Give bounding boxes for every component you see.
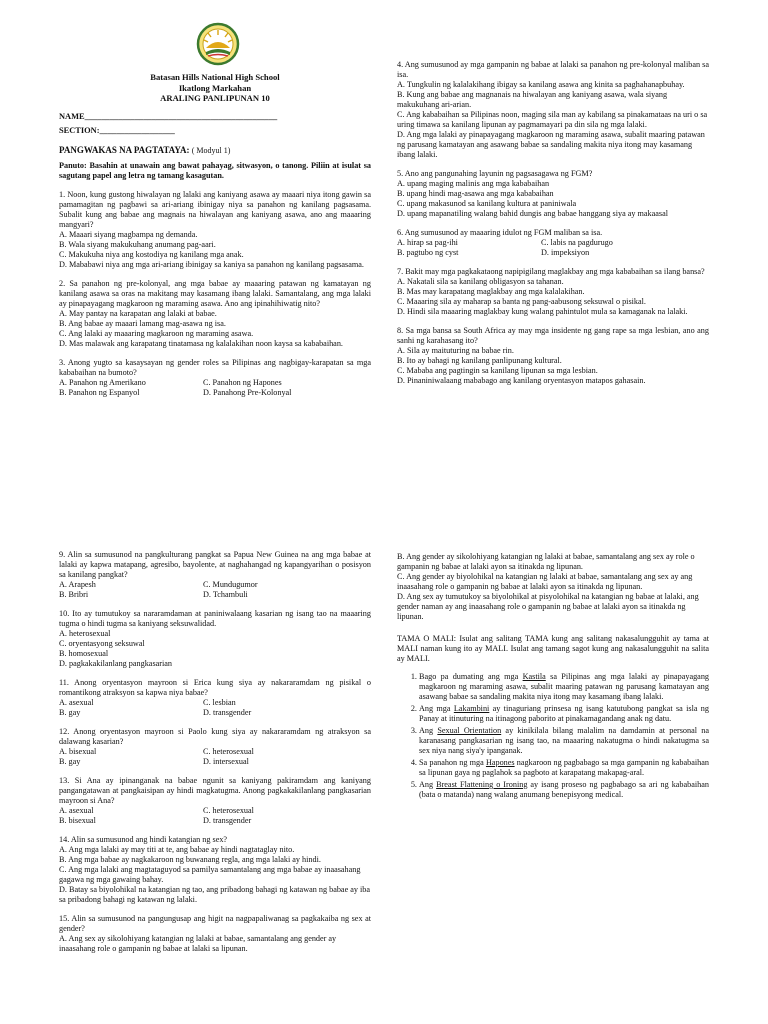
question-stem: 10. Ito ay tumutukoy sa nararamdaman at paniniwalaang kasarian ng isang tao na maaaring tugma o hindi tugma sa kaniyang seksuwalidad. <box>59 609 371 628</box>
answer-option[interactable]: B. homosexual <box>59 649 109 658</box>
question-item <box>59 358 371 398</box>
question-stem: 2. Sa panahon ng pre-kolonyal, ang mga babae ay maaaring patawan ng kamatayan ng kanilang asawa sa oras na makitang may kasamang ibang lalaki. Samantalang, ang mga lalaki ay pinapayagang magkaroon ng maraming asawa. Ano ang ipinahihiwatig nito? <box>59 278 371 308</box>
answer-option[interactable]: B. Ito ay bahagi ng kanilang panlipunang kultural. <box>397 356 562 365</box>
answer-option[interactable]: B. Ang babae ay maaari lamang mag-asawa ng isa. <box>59 318 226 328</box>
item-text-post: ay tinaguriang prinsesa ng isang katutubong pangkat sa isla ng Panay at itinuturing na itinagong paborito at pinakamagandang anak ng datu. <box>419 704 709 723</box>
question-stem: 8. Sa mga bansa sa South Africa ay may mga insidente ng gang rape sa mga lesbian, ano ang sanhi ng karahasang ito? <box>397 326 709 345</box>
question-item <box>397 326 709 386</box>
answer-option[interactable]: C. labis na pagdurugo <box>541 238 613 247</box>
answer-options <box>59 629 371 669</box>
question-stem: 7. Bakit may mga pagkakataong napipigilang maglakbay ang mga kababaihan sa ilang bansa? <box>397 267 705 276</box>
answer-option[interactable]: A. asexual <box>59 806 94 815</box>
question-stem: 14. Alin sa sumusunod ang hindi katangian ng sex? <box>59 835 228 844</box>
answer-options <box>59 378 371 398</box>
item-text-post: ay kinikilala bilang malalim na damdamin at personal na karanasang pangkasarian ng isang tao, na maaaring nakatugma o hindi nakatugma sa sex niya nang siya'y ipanganak. <box>419 726 710 755</box>
tama-mali-item <box>419 758 709 778</box>
item-text-pre: Bago pa dumating ang mga <box>419 672 523 681</box>
question-stem: 6. Ang sumusunod ay maaaring idulot ng FGM maliban sa isa. <box>397 228 603 237</box>
question-stem: 15. Alin sa sumusunod na pangungusap ang higit na nagpapaliwanag sa pagkakaiba ng sex at gender? <box>59 914 371 933</box>
answer-option[interactable]: B. bisexual <box>59 816 96 825</box>
name-field[interactable]: NAME______________________________________________ <box>59 112 278 122</box>
answer-options <box>59 747 371 767</box>
answer-option[interactable]: B. upang hindi mag-asawa ang mga kababaihan <box>397 189 554 198</box>
answer-option[interactable]: B. pagtubo ng cyst <box>397 248 459 257</box>
answer-option[interactable]: B. Ang mga babae ay nagkakaroon ng buwanang regla, ang mga lalaki ay hindi. <box>59 855 321 864</box>
question-list-1 <box>59 190 371 398</box>
answer-option[interactable]: A. Nakatali sila sa kanilang obligasyon sa tahanan. <box>397 277 564 286</box>
underlined-term: Hapones <box>485 758 515 767</box>
quarter-label: Ikatlong Markahan <box>178 82 252 93</box>
item-text-post: ay isang proseso ng pagbabago sa ari ng kababaihan (bata o matanda) nang walang anumang benepisyong medical. <box>419 780 709 799</box>
answer-option[interactable]: A. asexual <box>59 698 94 707</box>
answer-option[interactable]: A. hirap sa pag-ihi <box>397 238 458 247</box>
answer-options <box>59 230 371 270</box>
answer-options <box>59 934 371 954</box>
answer-option[interactable]: B. gay <box>59 708 81 717</box>
question-item <box>59 727 371 767</box>
tama-mali-item <box>419 726 709 756</box>
answer-option[interactable]: D. Ang mga lalaki ay pinapayagang magkaroon ng maraming asawa, subalit maaring patawan ng parusang kamatayan ang asawang babae sa sandaling makita niya itong may kasamang ibang lalaki. <box>397 130 705 159</box>
question-15-options-continued <box>397 552 709 622</box>
answer-option[interactable]: C. Ang mga lalaki ang magtataguyod sa pamilya samantalang ang mga babae ay inaasahang gagawa ng mga gawaing bahay. <box>59 865 361 884</box>
answer-option[interactable]: C. Ang kababaihan sa Pilipinas noon, maging sila man ay kabilang sa pinakamataas na uri o sa uring timawa sa kanilang lipunan ay pagmamayari pa din sila ng mga lalaki. <box>397 110 708 129</box>
answer-options <box>397 179 709 219</box>
tama-mali-item <box>419 780 709 800</box>
answer-options <box>397 277 709 317</box>
question-item <box>59 279 371 349</box>
answer-option[interactable]: A. Panahon ng Amerikano <box>59 377 146 387</box>
module-label: ( Modyul 1) <box>191 145 231 155</box>
question-item <box>59 550 371 600</box>
column-two <box>397 60 709 386</box>
column-four <box>397 552 709 800</box>
item-text-pre: Ang <box>419 780 437 789</box>
answer-option[interactable]: C. Maaaring sila ay maharap sa banta ng pang-aabusong seksuwal o pisikal. <box>397 297 646 306</box>
answer-option[interactable]: B. Bribri <box>59 590 89 599</box>
answer-option[interactable]: C. oryentasyong seksuwal <box>59 639 145 648</box>
answer-option[interactable]: A. heterosexual <box>59 629 111 638</box>
question-list-2 <box>397 60 709 386</box>
question-stem: 5. Ano ang pangunahing layunin ng pagsasagawa ng FGM? <box>397 169 593 178</box>
test-title: PANGWAKAS NA PAGTATAYA: ( Modyul 1) <box>59 144 231 155</box>
school-name: Batasan Hills National High School <box>150 72 280 82</box>
item-text-post: sa Pilipinas ang mga lalaki ay pinapayagang magkaroon ng maraming asawa, subalit maaring patawan ng parusang kamatayan ang asawang babae sa sandaling makita niya itong may kasamang ibang lalaki. <box>419 672 710 701</box>
answer-option[interactable]: D. upang mapanatiling walang bahid dungis ang babae hanggang siya ay makaasal <box>397 209 669 218</box>
answer-options <box>59 845 371 905</box>
question-item <box>59 835 371 905</box>
question-item <box>59 914 371 954</box>
answer-option[interactable]: B. Panahon ng Espanyol <box>59 387 140 397</box>
answer-option[interactable]: B. Mas may karapatang maglakbay ang mga kalalakihan. <box>397 287 585 296</box>
answer-option[interactable]: A. Tungkulin ng kalalakihang ibigay sa kanilang asawa ang kinita sa paghahanapbuhay. <box>397 80 685 89</box>
answer-option[interactable]: D. Mas malawak ang karapatang tinatamasa ng kalalakihan noon kaysa sa kababaihan. <box>59 338 343 348</box>
answer-option[interactable]: C. Mundugumor <box>203 580 258 589</box>
answer-option[interactable]: D. Panahong Pre-Kolonyal <box>203 387 292 397</box>
answer-option[interactable]: A. Maaari siyang magbampa ng demanda. <box>59 229 198 239</box>
answer-option[interactable]: C. Makukuha niya ang kostodiya ng kanilang mga anak. <box>59 249 244 259</box>
answer-option[interactable]: C. Ang gender ay biyolohikal na katangian ng lalaki at babae, samantalang ang sex ay ang inaasahang role o gampanin ng babae at lalaki ayon sa itinakda ng lipunan. <box>397 572 693 591</box>
answer-option[interactable]: A. Arapesh <box>59 580 96 589</box>
question-stem: 13. Si Ana ay ipinanganak na babae ngunit sa kaniyang pakiramdam ang kaniyang pangangatawan at pangkaisipan ay hindi magkatugma. Anong pagkakakilanlang pangkasarian mayroon si Ana? <box>59 776 371 805</box>
question-stem: 12. Anong oryentasyon mayroon si Paolo kung siya ay nakararamdam ng atraksyon sa dalawang kasarian? <box>59 727 371 746</box>
answer-options <box>59 806 371 826</box>
answer-options <box>59 309 371 349</box>
answer-option[interactable]: D. pagkakakilanlang pangkasarian <box>59 659 172 668</box>
item-text-pre: Ang <box>419 726 438 735</box>
answer-options <box>397 346 709 386</box>
question-stem: 9. Alin sa sumusunod na pangkulturang pangkat sa Papua New Guinea na ang mga babae at lalaki ay kapwa matapang, agresibo, bayolente, at naghahangad ng kapangyarihan o posisyon sa kanilang pangkat? <box>59 550 371 579</box>
instructions: Panuto: Basahin at unawain ang bawat pahayag, sitwasyon, o tanong. Piliin at isulat sa sagutang papel ang letra ng tamang kasagutan. <box>59 160 371 180</box>
answer-option[interactable]: C. lesbian <box>203 698 236 707</box>
answer-option[interactable]: D. Mababawi niya ang mga ari-ariang ibinigay sa kaniya sa panahon ng kanilang pagsasama. <box>59 259 364 269</box>
question-item <box>397 60 709 160</box>
answer-option[interactable]: D. transgender <box>203 816 252 825</box>
underlined-term: Kastila <box>522 672 546 681</box>
question-item <box>59 678 371 718</box>
answer-option[interactable]: B. gay <box>59 757 81 766</box>
answer-option[interactable]: C. upang makasunod sa kanilang kultura at paniniwala <box>397 199 577 208</box>
answer-option[interactable]: C. heterosexual <box>203 806 254 815</box>
answer-option[interactable]: A. Sila ay maituturing na babae rin. <box>397 346 514 355</box>
question-stem: 3. Anong yugto sa kasaysayan ng gender roles sa Pilipinas ang nagbigay-karapatan sa mga kababaihan na bumoto? <box>59 357 371 377</box>
question-stem: 11. Anong oryentasyon mayroon si Erica kung siya ay nakararamdam ng pisikal o romantikong atraksyon sa kapwa niya babae? <box>59 678 371 697</box>
answer-option[interactable]: C. Ang lalaki ay maaaring magkaroon ng maraming asawa. <box>59 328 254 338</box>
tama-mali-list <box>397 672 709 800</box>
column-one <box>59 72 371 398</box>
section-field[interactable]: SECTION:__________________ <box>59 126 175 136</box>
underlined-term: Sexual Orientation <box>437 726 502 735</box>
tama-mali-item <box>419 704 709 724</box>
column-three <box>59 550 371 954</box>
answer-option[interactable]: D. Pinaniniwalaang mababago ang kanilang oryentasyon matapos gahasain. <box>397 376 646 385</box>
answer-option[interactable]: D. Tchambuli <box>203 590 248 599</box>
answer-option[interactable]: D. Ang sex ay tumutukoy sa biyolohikal at pisyolohikal na katangian ng babae at lalaki, ang gender naman ay ang inaasahang role o gampanin ng babae at lalaki ayon sa itinakda ng lipunan. <box>397 592 699 621</box>
question-item <box>59 190 371 270</box>
underlined-term: Lakambini <box>453 704 490 713</box>
question-item <box>397 169 709 219</box>
question-item <box>397 228 709 258</box>
answer-option[interactable]: D. transgender <box>203 708 252 717</box>
answer-option[interactable]: C. Mababa ang pagtingin sa kanilang lipunan sa mga lesbian. <box>397 366 598 375</box>
answer-options <box>59 698 371 718</box>
question-item <box>59 776 371 826</box>
answer-options <box>59 580 371 600</box>
item-text-pre: Ang mga <box>419 704 454 713</box>
question-list-3 <box>59 550 371 954</box>
answer-option[interactable]: A. upang maging malinis ang mga kababaihan <box>397 179 550 188</box>
school-seal-logo <box>196 22 240 66</box>
question-item <box>59 609 371 669</box>
answer-option[interactable]: D. Batay sa biyolohikal na katangian ng tao, ang pribadong bahagi ng katawan ng babae ay iba sa pribadong bahagi ng katawan ng lalaki. <box>59 885 371 904</box>
question-stem: 1. Noon, kung gustong hiwalayan ng lalaki ang kaniyang asawa ay maaari niya itong gawin sa pamamagitan ng pagbawi sa ari-ariang ibinigay niya sa panahon ng kanilang pagsasama. Subalit kung ang babae ang magnais na hiwalayan ang kaniyang asawa, ano ang maaaring mangyari? <box>59 189 371 229</box>
answer-option[interactable]: B. Kung ang babae ang magnanais na hiwalayan ang kaniyang asawa, wala siyang makukuhang ari-arian. <box>397 90 668 109</box>
answer-option[interactable]: D. intersexual <box>203 757 249 766</box>
answer-option[interactable]: A. Ang sex ay sikolohiyang katangian ng lalaki at babae, samantalang ang gender ay inaasahang role o gampanin ng babae at lalaki sa lipunan. <box>59 934 337 953</box>
answer-option[interactable]: B. Wala siyang makukuhang anumang pag-aari. <box>59 239 216 249</box>
answer-option[interactable]: B. Ang gender ay sikolohiyang katangian ng lalaki at babae, samantalang ang sex ay role o gampanin ng babae at lalaki ayon sa itinakda ng lipunan. <box>397 552 695 571</box>
answer-option[interactable]: A. Ang mga lalaki ay may titi at te, ang babae ay hindi nagtataglay nito. <box>59 845 295 854</box>
answer-option[interactable]: A. bisexual <box>59 747 97 756</box>
answer-option[interactable]: C. heterosexual <box>203 747 254 756</box>
answer-option[interactable]: A. May pantay na karapatan ang lalaki at babae. <box>59 308 217 318</box>
answer-option[interactable]: D. impeksiyon <box>541 248 590 257</box>
answer-option[interactable]: C. Panahon ng Hapones <box>203 377 282 387</box>
item-text-pre: Sa panahon ng mga <box>419 758 486 767</box>
item-text-post: nagkaroon ng pagbabago sa mga gampanin ng kababaihan sa lipunan gaya ng paglahok sa pagboto at karapatang makapag-aral. <box>419 758 709 777</box>
answer-options <box>397 238 709 258</box>
underlined-term: Breast Flattening o Ironing <box>436 780 528 789</box>
tama-mali-item <box>419 672 709 702</box>
subject-label: ARALING PANLIPUNAN 10 <box>160 93 270 104</box>
answer-option[interactable]: D. Hindi sila maaaring maglakbay kung walang pahintulot mula sa kamaganak na lalaki. <box>397 307 688 316</box>
question-item <box>397 267 709 317</box>
tama-mali-instructions: TAMA O MALI: Isulat ang salitang TAMA kung ang salitang nakasalungguhit ay tama at MALI naman kung ito ay MALI. Isulat ang tamang sagot kung ang nakasalungguhit na salita ay MALI. <box>397 634 709 663</box>
question-stem: 4. Ang sumusunod ay mga gampanin ng babae at lalaki sa panahon ng pre-kolonyal maliban sa isa. <box>397 60 709 79</box>
answer-options <box>397 80 709 160</box>
